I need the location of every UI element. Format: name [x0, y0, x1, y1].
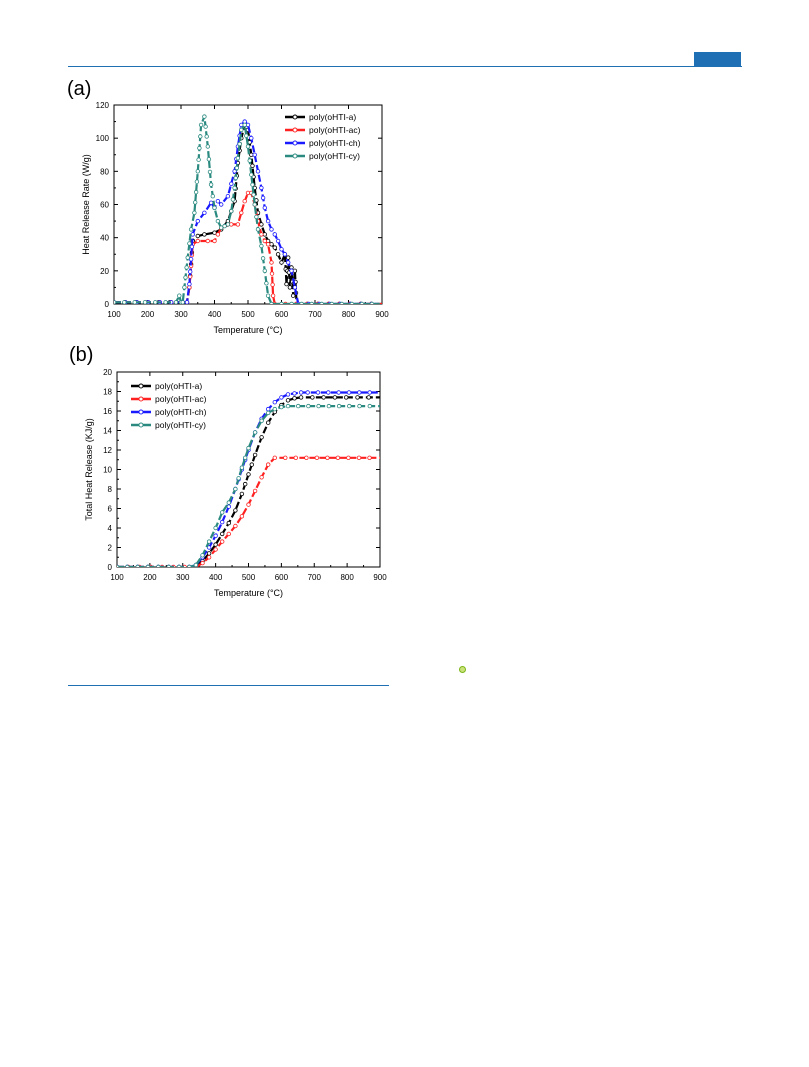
y-tick-label: 10 — [103, 465, 112, 475]
data-point — [307, 404, 311, 408]
x-tick-label: 300 — [176, 573, 190, 582]
data-point — [214, 548, 218, 552]
data-point — [293, 397, 297, 401]
data-point — [311, 396, 315, 400]
y-tick-label: 80 — [100, 167, 109, 177]
x-tick-label: 500 — [241, 310, 255, 319]
legend-marker — [139, 397, 143, 401]
data-point — [273, 407, 277, 411]
y-tick-label: 120 — [95, 101, 109, 110]
y-tick-label: 20 — [100, 266, 109, 276]
data-point — [214, 543, 218, 547]
data-point — [247, 446, 251, 450]
data-point — [167, 565, 171, 569]
legend-label: poly(oHTI-ch) — [309, 138, 361, 148]
data-point — [201, 554, 205, 558]
legend-label: poly(oHTI-ac) — [309, 125, 361, 135]
data-point — [299, 396, 303, 400]
data-point — [280, 396, 284, 400]
data-point — [367, 396, 371, 400]
data-point — [305, 456, 309, 460]
data-point — [240, 466, 244, 470]
data-point — [177, 565, 181, 569]
data-point — [240, 515, 244, 519]
y-tick-label: 8 — [107, 485, 112, 494]
x-tick-label: 100 — [110, 573, 124, 582]
series-line — [117, 406, 380, 567]
data-point — [234, 509, 238, 513]
legend-label: poly(oHTI-ac) — [155, 394, 207, 404]
data-point — [294, 456, 298, 460]
data-point — [273, 456, 277, 460]
data-point — [207, 540, 211, 544]
x-tick-label: 600 — [274, 573, 289, 582]
data-point — [337, 404, 341, 408]
x-tick-label: 400 — [208, 573, 223, 582]
data-point — [344, 396, 348, 400]
data-point — [266, 411, 270, 415]
legend-label: poly(oHTI-ch) — [155, 407, 207, 417]
data-point — [243, 482, 247, 486]
data-point — [327, 404, 331, 408]
data-point — [253, 431, 257, 435]
data-point — [136, 565, 140, 569]
data-point — [326, 456, 330, 460]
x-tick-label: 200 — [143, 573, 157, 582]
y-tick-label: 2 — [107, 543, 112, 553]
y-tick-label: 18 — [103, 387, 112, 397]
x-tick-label: 200 — [140, 310, 155, 319]
data-point — [220, 520, 224, 524]
data-point — [227, 501, 231, 505]
x-tick-label: 800 — [341, 310, 356, 319]
data-point — [337, 391, 341, 395]
series-line — [117, 393, 380, 568]
data-point — [286, 393, 290, 397]
y-tick-label: 14 — [103, 426, 112, 436]
green-circle-icon — [459, 666, 466, 673]
data-point — [220, 540, 224, 544]
data-point — [220, 532, 224, 536]
data-point — [286, 399, 290, 403]
data-point — [286, 404, 290, 408]
x-tick-label: 700 — [307, 573, 321, 582]
data-point — [207, 556, 211, 560]
panel-label-a: (a) — [67, 78, 92, 100]
data-point — [260, 436, 264, 440]
data-point — [299, 391, 303, 395]
data-point — [188, 565, 192, 569]
data-point — [273, 400, 277, 404]
data-point — [237, 477, 241, 481]
legend-marker — [139, 384, 143, 388]
x-axis-title: Temperature (°C) — [213, 325, 283, 335]
data-point — [296, 404, 300, 408]
y-tick-label: 12 — [103, 446, 112, 455]
x-tick-label: 500 — [241, 573, 256, 582]
data-point — [247, 473, 251, 477]
data-point — [306, 391, 310, 395]
data-point — [234, 524, 238, 528]
x-tick-label: 100 — [107, 310, 121, 319]
y-tick-label: 6 — [107, 504, 112, 514]
y-tick-label: 100 — [95, 134, 109, 144]
data-point — [157, 565, 161, 569]
data-point — [266, 421, 270, 425]
data-point — [227, 532, 231, 536]
y-tick-label: 20 — [103, 368, 112, 377]
legend-label: poly(oHTI-a) — [309, 112, 357, 122]
y-tick-label: 0 — [107, 563, 112, 572]
data-point — [214, 526, 218, 530]
data-point — [243, 456, 247, 460]
data-point — [146, 565, 150, 569]
x-tick-label: 900 — [373, 573, 387, 582]
legend-label: poly(oHTI-cy) — [155, 420, 207, 430]
data-point — [126, 565, 130, 569]
data-point — [220, 511, 224, 515]
data-point — [368, 404, 372, 408]
footnote-rule — [68, 685, 389, 686]
y-tick-label: 0 — [104, 300, 109, 309]
data-point — [347, 456, 351, 460]
data-point — [333, 396, 337, 400]
data-point — [348, 404, 352, 408]
data-point — [336, 456, 340, 460]
y-axis-title: Total Heat Release (KJ/g) — [84, 418, 94, 521]
data-point — [368, 391, 372, 395]
data-point — [201, 561, 205, 565]
data-point — [194, 563, 198, 567]
data-point — [214, 534, 218, 538]
data-point — [358, 404, 362, 408]
data-point — [253, 489, 257, 493]
data-point — [207, 552, 211, 556]
y-tick-label: 60 — [100, 200, 109, 210]
data-point — [316, 391, 320, 395]
data-point — [358, 391, 362, 395]
data-point — [284, 456, 288, 460]
x-tick-label: 700 — [308, 310, 322, 319]
data-point — [227, 521, 231, 525]
x-tick-label: 800 — [340, 573, 354, 582]
data-point — [315, 456, 319, 460]
y-tick-label: 4 — [107, 524, 112, 533]
y-tick-label: 40 — [100, 233, 109, 243]
data-point — [260, 476, 264, 480]
panel-label-b: (b) — [69, 344, 94, 366]
x-axis-title: Temperature (°C) — [213, 588, 284, 598]
legend-label: poly(oHTI-a) — [155, 381, 203, 391]
data-point — [317, 404, 321, 408]
data-point — [280, 405, 284, 409]
data-point — [357, 456, 361, 460]
y-tick-label: 16 — [103, 407, 112, 416]
data-point — [322, 396, 326, 400]
data-point — [293, 392, 297, 396]
data-point — [266, 407, 270, 411]
x-tick-label: 400 — [207, 310, 222, 319]
data-point — [115, 565, 119, 569]
x-tick-label: 900 — [375, 310, 389, 319]
data-point — [368, 456, 372, 460]
x-tick-label: 600 — [274, 310, 289, 319]
legend-marker — [139, 410, 143, 414]
data-point — [253, 453, 257, 457]
legend-label: poly(oHTI-cy) — [309, 151, 361, 161]
data-point — [250, 463, 254, 467]
data-point — [234, 487, 238, 491]
data-point — [347, 391, 351, 395]
data-point — [260, 419, 264, 423]
legend-marker — [139, 423, 143, 427]
data-point — [327, 391, 331, 395]
data-point — [247, 503, 251, 507]
data-point — [266, 463, 270, 467]
data-point — [356, 396, 360, 400]
x-tick-label: 300 — [174, 310, 188, 319]
y-axis-title: Heat Release Rate (W/g) — [81, 154, 91, 255]
data-point — [240, 492, 244, 496]
